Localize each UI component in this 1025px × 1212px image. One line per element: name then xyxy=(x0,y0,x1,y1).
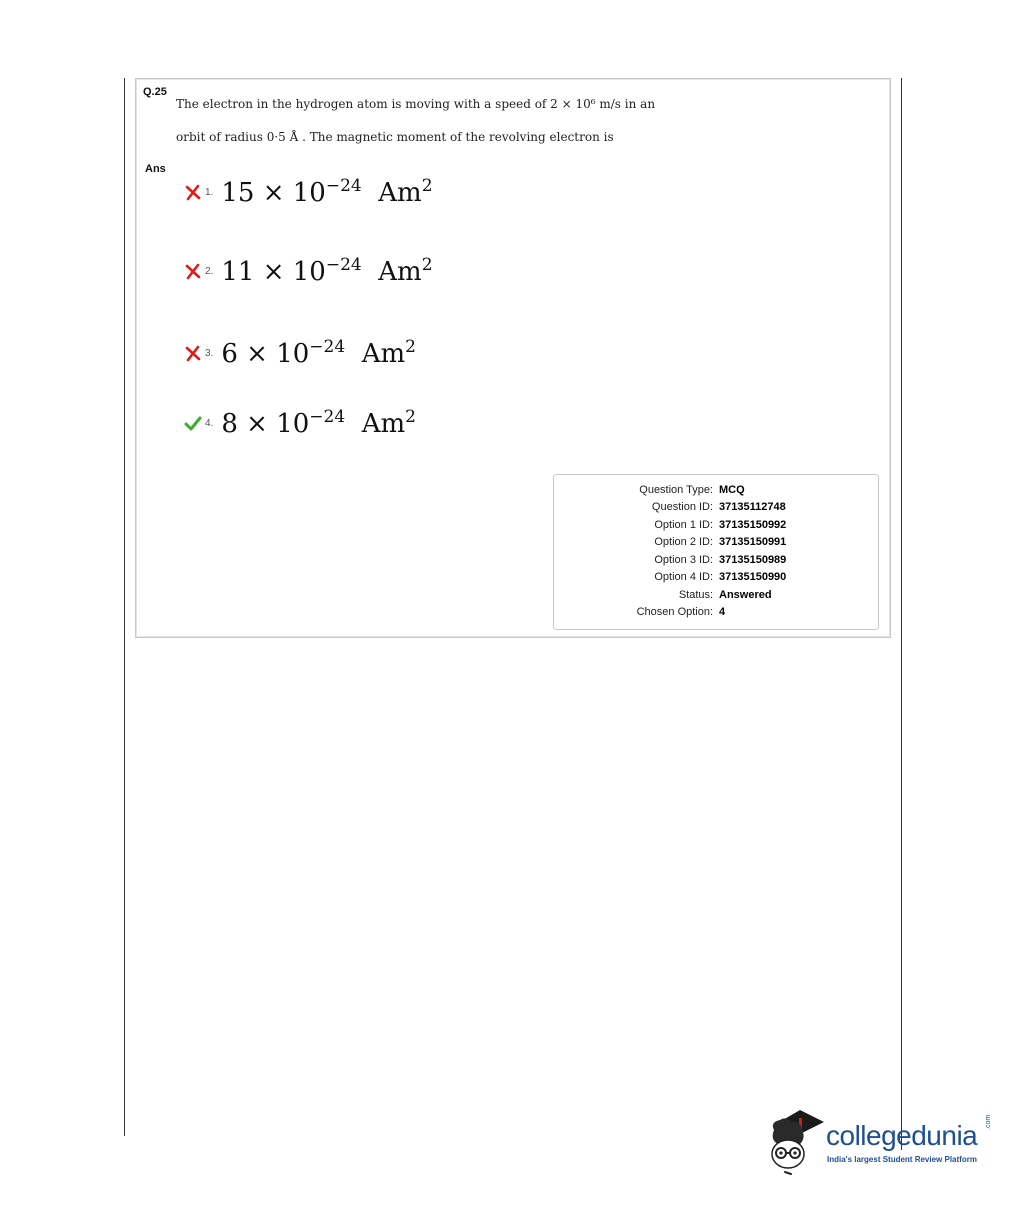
collegedunia-logo xyxy=(766,1104,996,1180)
logo-domain-suffix: .com xyxy=(985,1114,992,1130)
mascot-icon xyxy=(766,1104,826,1180)
option-number: 4. xyxy=(205,417,214,429)
option-number: 2. xyxy=(205,265,214,277)
page-right-rule xyxy=(901,78,902,1150)
cross-icon xyxy=(184,262,202,280)
option-value: $8 \times 10^{-24}$ Am$^2$ xyxy=(221,407,416,439)
cross-icon xyxy=(184,183,202,201)
question-text-line-1: The electron in the hydrogen atom is moving with a speed of 2 × 10⁶ m/s in an xyxy=(176,97,656,111)
answer-label: Ans xyxy=(145,163,166,175)
question-text-line-2: orbit of radius 0·5 Å . The magnetic moment of the revolving electron is xyxy=(176,130,614,144)
cross-icon xyxy=(184,344,202,362)
logo-wordmark: collegedunia xyxy=(826,1120,978,1151)
check-icon xyxy=(184,414,202,432)
option-1 xyxy=(184,172,433,212)
option-value: $15 \times 10^{-24}$ Am$^2$ xyxy=(221,176,433,208)
logo-tagline: India's largest Student Review Platform xyxy=(827,1155,977,1164)
question-info-box: Question Type : MCQ Question ID : 37135112748 Option 1 ID : 37135150992 Option 2 ID : 37135150991 Option 3 ID : 37135150989 Option 4 ID : 37135150990 Status : Answered Chosen Option : 4 xyxy=(553,474,879,630)
page-left-rule xyxy=(124,78,125,1136)
option-4 xyxy=(184,403,416,443)
option-value: $11 \times 10^{-24}$ Am$^2$ xyxy=(221,255,433,287)
option-number: 3. xyxy=(205,347,214,359)
option-number: 1. xyxy=(205,186,214,198)
option-2 xyxy=(184,251,433,291)
option-3 xyxy=(184,333,416,373)
option-value: $6 \times 10^{-24}$ Am$^2$ xyxy=(221,337,416,369)
question-number: Q.25 xyxy=(143,86,167,98)
